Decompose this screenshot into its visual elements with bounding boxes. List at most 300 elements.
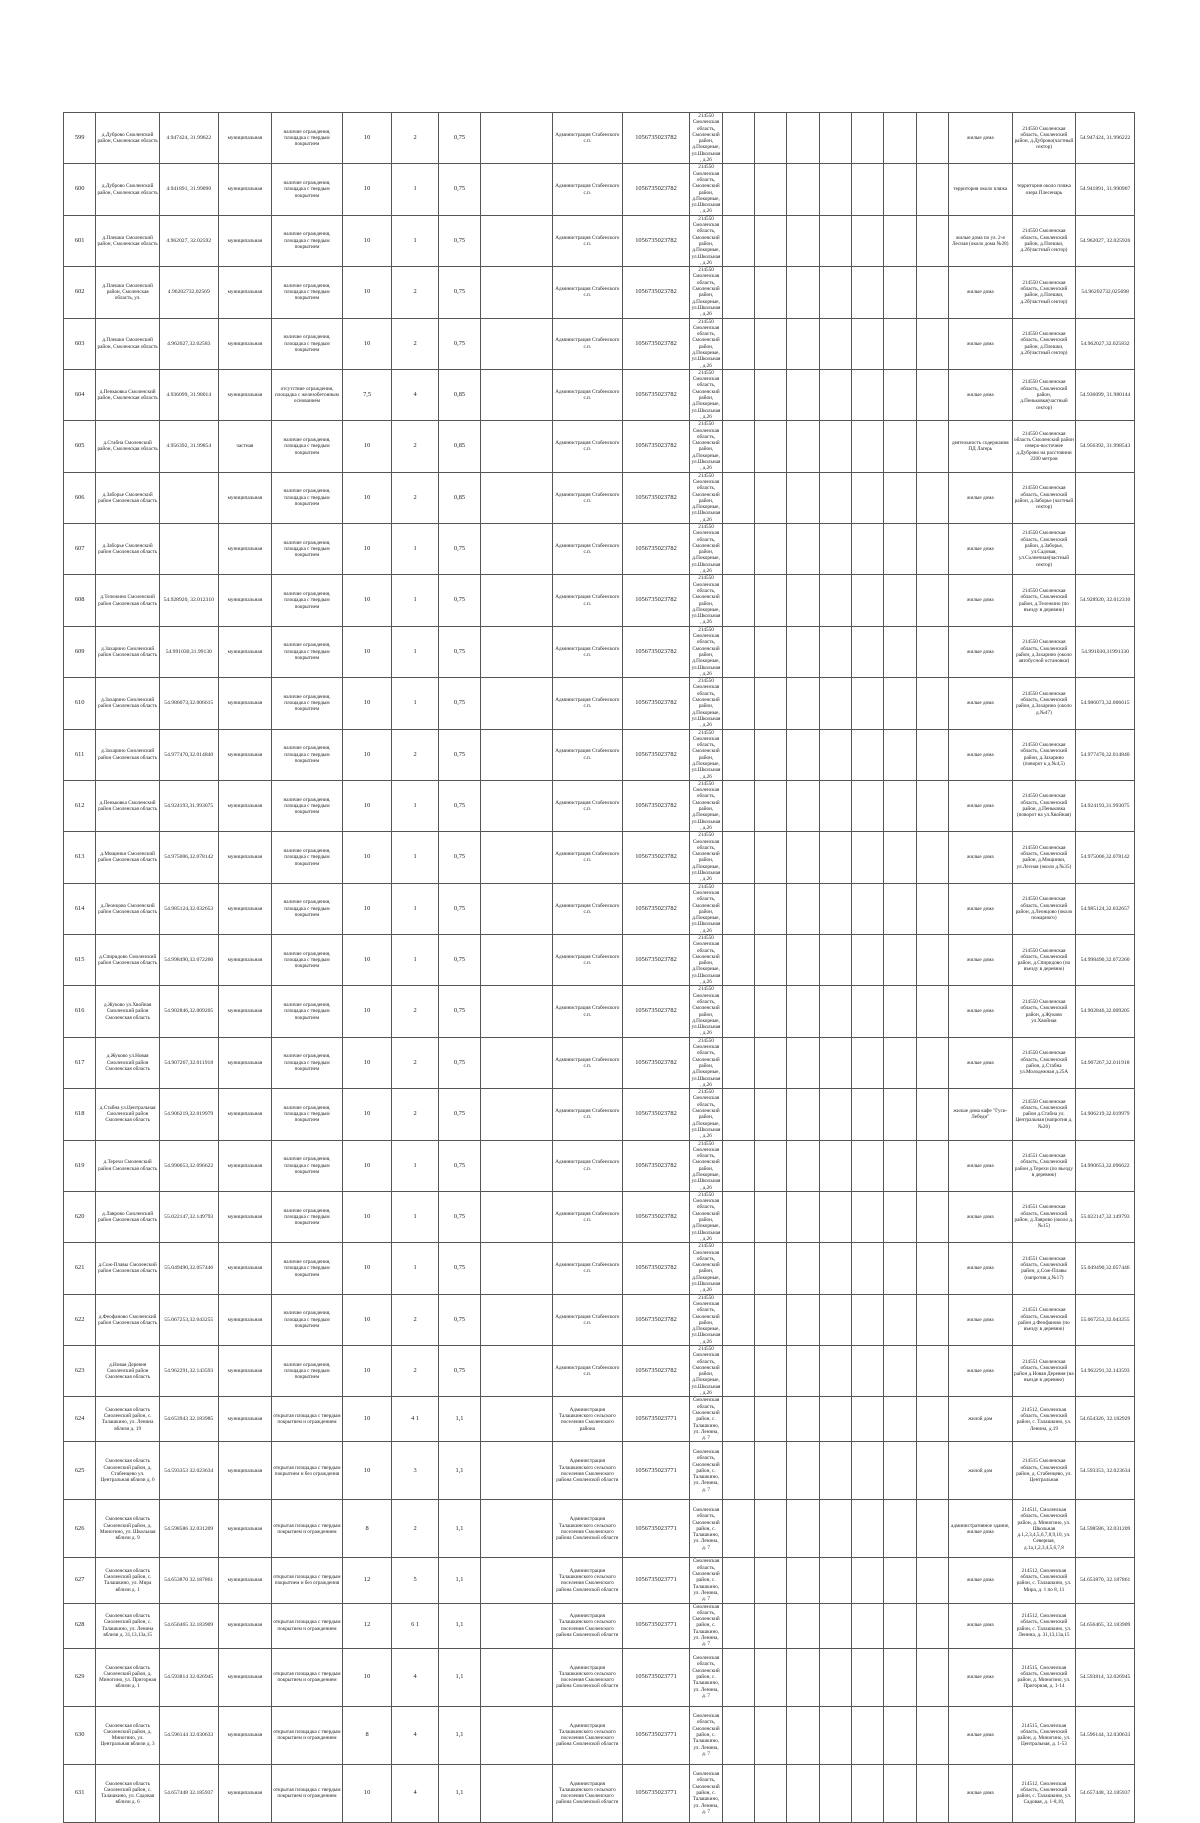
waste-source-object: жилые дома	[948, 1037, 1012, 1088]
owner-ogrn: 1056735023782	[622, 1037, 690, 1088]
location-coordinates: 54.653943 32.183985	[159, 1397, 218, 1442]
empty-cell	[884, 678, 916, 729]
waste-source-coordinates: 54.656465, 32.183909	[1076, 1603, 1135, 1648]
table-row	[64, 472, 1135, 523]
waste-source-coordinates: 54.653870, 32.187861	[1076, 1558, 1135, 1603]
waste-source-coordinates: 54.947424, 31.996222	[1076, 113, 1135, 164]
empty-cell	[851, 1764, 883, 1822]
empty-cell	[851, 1191, 883, 1242]
site-area: 10	[342, 1294, 392, 1345]
empty-cell	[787, 1706, 819, 1764]
empty-cell	[851, 1648, 883, 1706]
container-volume: 1,1	[438, 1558, 480, 1603]
container-count: 2	[392, 1346, 438, 1397]
empty-cell	[916, 678, 948, 729]
table-row	[64, 1764, 1135, 1822]
empty-cell	[787, 1648, 819, 1706]
empty-cell	[481, 113, 553, 164]
row-number: 607	[64, 524, 96, 575]
empty-cell	[916, 369, 948, 420]
empty-cell	[787, 1442, 819, 1500]
empty-cell	[481, 1037, 553, 1088]
empty-cell	[851, 164, 883, 215]
container-volume: 0,75	[438, 883, 480, 934]
empty-cell	[916, 575, 948, 626]
empty-cell	[755, 1397, 787, 1442]
owner-address: 214550 Смоленская область, Смоленский район, д.Покорные, ул.Школьная, д.26	[691, 729, 721, 780]
empty-cell	[851, 1346, 883, 1397]
ownership-type: муниципальная	[218, 986, 272, 1037]
owner-ogrn: 1056735023782	[622, 1191, 690, 1242]
owner-ogrn: 1056735023771	[622, 1500, 690, 1558]
empty-cell	[819, 729, 851, 780]
empty-cell	[916, 472, 948, 523]
empty-cell	[884, 883, 916, 934]
empty-cell	[819, 1442, 851, 1500]
table-row	[64, 729, 1135, 780]
owner-organization: Администрация Талашкинского сельского поселения Смоленского района Смоленской области	[552, 1764, 622, 1822]
row-number: 601	[64, 215, 96, 266]
container-count: 4 1	[392, 1397, 438, 1442]
empty-cell	[851, 935, 883, 986]
waste-source-coordinates: 54.936099, 31.980144	[1076, 369, 1135, 420]
container-count: 4	[392, 1648, 438, 1706]
ownership-type: муниципальная	[218, 1558, 272, 1603]
owner-organization: Администрация Стабенского с.п.	[552, 780, 622, 831]
ownership-type: муниципальная	[218, 524, 272, 575]
waste-source-coordinates: 54.654326, 32.182929	[1076, 1397, 1135, 1442]
empty-cell	[755, 626, 787, 677]
row-number: 625	[64, 1442, 96, 1500]
site-surface: наличие ограждения, площадка с твердым покрытием	[272, 524, 343, 575]
empty-cell	[819, 113, 851, 164]
site-surface: наличие ограждения, площадка с твердым покрытием	[272, 472, 343, 523]
empty-cell	[722, 1191, 754, 1242]
waste-source-address: 214551 Смоленская область, Смоленский район д.Новая Деревня (на въезде в деревню)	[1012, 1346, 1076, 1397]
ownership-type: муниципальная	[218, 1037, 272, 1088]
empty-cell	[722, 729, 754, 780]
empty-cell	[916, 1397, 948, 1442]
empty-cell	[851, 215, 883, 266]
empty-cell	[819, 780, 851, 831]
empty-cell	[787, 1089, 819, 1140]
empty-cell	[819, 1648, 851, 1706]
owner-organization: Администрация Стабенского с.п.	[552, 575, 622, 626]
owner-organization: Администрация Стабенского с.п.	[552, 626, 622, 677]
waste-source-object: жилые дома кафе "Гуси-Лебеди"	[948, 1089, 1012, 1140]
empty-cell	[916, 524, 948, 575]
site-area: 10	[342, 1648, 392, 1706]
waste-source-object: жилые дома	[948, 1294, 1012, 1345]
location-coordinates: 4.962027,32.02583	[159, 318, 218, 369]
container-count: 1	[392, 1140, 438, 1191]
empty-cell	[481, 267, 553, 318]
ownership-type: муниципальная	[218, 1140, 272, 1191]
empty-cell	[787, 626, 819, 677]
container-volume: 0,75	[438, 1140, 480, 1191]
location-coordinates: 54.596144 32.030633	[159, 1706, 218, 1764]
table-row	[64, 1346, 1135, 1397]
location-coordinates: 4.941891, 31.99090	[159, 164, 218, 215]
table-row	[64, 421, 1135, 472]
empty-cell	[819, 1037, 851, 1088]
site-area: 10	[342, 935, 392, 986]
owner-ogrn: 1056735023782	[622, 267, 690, 318]
ownership-type: муниципальная	[218, 575, 272, 626]
location-coordinates: 54.907267,32.011918	[159, 1037, 218, 1088]
empty-cell	[481, 421, 553, 472]
owner-ogrn: 1056735023782	[622, 1140, 690, 1191]
table-row	[64, 832, 1135, 883]
empty-cell	[722, 1397, 754, 1442]
waste-source-address: 214511, Смоленская область, Смоленский район, д. Миногино, ул. Школьная д.1,2,3,4,5,6,7,8,9,10, ул. Северная, д.1а,1,2,3,4,5,6,7,8	[1012, 1500, 1076, 1558]
location-address: д.Жуково ул.Хвойная Смоленский район Смоленская область	[96, 986, 160, 1037]
site-surface: наличие ограждения, площадка с твердым покрытием	[272, 780, 343, 831]
table-row	[64, 626, 1135, 677]
site-surface: наличие ограждения, площадка с твердым покрытием	[272, 215, 343, 266]
waste-source-object: жилой дом	[948, 1397, 1012, 1442]
container-volume: 0,75	[438, 780, 480, 831]
row-number: 624	[64, 1397, 96, 1442]
waste-source-object: территория около пляжа	[948, 164, 1012, 215]
empty-cell	[755, 164, 787, 215]
waste-source-address: 214512, Смоленская область, Смоленский район, с. Талашкино, ул. Ленина, д.19	[1012, 1397, 1076, 1442]
empty-cell	[755, 1294, 787, 1345]
container-volume: 1,1	[438, 1706, 480, 1764]
ownership-type: муниципальная	[218, 1500, 272, 1558]
empty-cell	[851, 1500, 883, 1558]
waste-source-address: 214550 Смоленская область, Смоленский район, д.Пеньковка (поворот на ул.Хвойная)	[1012, 780, 1076, 831]
empty-cell	[481, 1191, 553, 1242]
waste-source-address: территория около пляжа озера Плесенарь	[1012, 164, 1076, 215]
empty-cell	[722, 1346, 754, 1397]
site-surface: наличие ограждения, площадка с твердым покрытием	[272, 1294, 343, 1345]
row-number: 629	[64, 1648, 96, 1706]
waste-source-coordinates: 54.956392, 31.998543	[1076, 421, 1135, 472]
waste-source-coordinates: 54.596144, 32.030633	[1076, 1706, 1135, 1764]
waste-source-object: жилые дома	[948, 267, 1012, 318]
ownership-type: муниципальная	[218, 780, 272, 831]
owner-ogrn: 1056735023782	[622, 1089, 690, 1140]
empty-cell	[884, 1089, 916, 1140]
container-count: 1	[392, 1243, 438, 1294]
waste-source-address: 214512, Смоленская область, Смоленский район, с. Талашкино, ул. Мира, д. 1 по 8, 11	[1012, 1558, 1076, 1603]
container-count: 1	[392, 678, 438, 729]
owner-address: Смоленская область, Смоленский район, с. Талашкино, ул. Ленина, д. 7	[690, 1706, 722, 1764]
ownership-type: муниципальная	[218, 369, 272, 420]
owner-ogrn: 1056735023782	[622, 729, 690, 780]
ownership-type: муниципальная	[218, 883, 272, 934]
waste-source-address: 214515 Смоленская область, Смоленский район, д. Стабенцево, ул. Центральная	[1012, 1442, 1076, 1500]
table-row	[64, 1089, 1135, 1140]
waste-source-coordinates: 54.928920, 32.012310	[1076, 575, 1135, 626]
location-address: д.Спиридово Смоленский район Смоленская область	[96, 935, 160, 986]
location-coordinates: 54.985124,32.032653	[159, 883, 218, 934]
location-coordinates: 4.947424, 31.99622	[159, 113, 218, 164]
empty-cell	[755, 1764, 787, 1822]
owner-ogrn: 1056735023782	[622, 935, 690, 986]
row-number: 603	[64, 318, 96, 369]
owner-address: 214550 Смоленская область, Смоленский район, д.Покорные, ул.Школьная, д.26	[691, 113, 721, 164]
container-volume: 0,85	[438, 369, 480, 420]
container-count: 1	[392, 524, 438, 575]
empty-cell	[722, 678, 754, 729]
empty-cell	[481, 369, 553, 420]
empty-cell	[884, 1558, 916, 1603]
empty-cell	[916, 421, 948, 472]
empty-cell	[916, 883, 948, 934]
location-coordinates: 54.962291,32.143593	[159, 1346, 218, 1397]
location-coordinates: 54.991030,31.99130	[159, 626, 218, 677]
container-count: 6 1	[392, 1603, 438, 1648]
waste-source-coordinates: 54.986073,32.006615	[1076, 678, 1135, 729]
location-coordinates: 4.96202732,02569	[159, 267, 218, 318]
ownership-type: муниципальная	[218, 1346, 272, 1397]
waste-source-address: 214550 Смоленская область, Смоленский район, д.Захарино (около автобусной остановки)	[1012, 626, 1076, 677]
site-surface: наличие ограждения, площадка с твердым покрытием	[272, 1243, 343, 1294]
row-number: 608	[64, 575, 96, 626]
ownership-type: муниципальная	[218, 1603, 272, 1648]
ownership-type: муниципальная	[218, 626, 272, 677]
waste-source-coordinates: 54.593814, 32.026945	[1076, 1648, 1135, 1706]
row-number: 619	[64, 1140, 96, 1191]
empty-cell	[884, 369, 916, 420]
empty-cell	[722, 1037, 754, 1088]
ownership-type: муниципальная	[218, 935, 272, 986]
owner-organization: Администрация Талашкинского сельского поселения Смоленского района Смоленской области	[552, 1706, 622, 1764]
empty-cell	[755, 780, 787, 831]
empty-cell	[722, 1140, 754, 1191]
empty-cell	[481, 1397, 553, 1442]
empty-cell	[722, 1558, 754, 1603]
container-count: 2	[392, 1089, 438, 1140]
empty-cell	[481, 832, 553, 883]
container-count: 2	[392, 472, 438, 523]
empty-cell	[851, 626, 883, 677]
row-number: 620	[64, 1191, 96, 1242]
owner-organization: Администрация Стабенского с.п.	[552, 369, 622, 420]
location-coordinates: 54.990653,32.096622	[159, 1140, 218, 1191]
owner-ogrn: 1056735023782	[622, 524, 690, 575]
empty-cell	[787, 832, 819, 883]
site-surface: наличие ограждения, площадка с твердым покрытием	[272, 1346, 343, 1397]
waste-source-address: 214550 Смоленская область, Смоленский район, д.Плешки, д.2б(частный сектор)	[1012, 215, 1076, 266]
site-surface: наличие ограждения, площадка с твердым покрытием	[272, 729, 343, 780]
owner-organization: Администрация Стабенского с.п.	[552, 935, 622, 986]
waste-source-address: 214512, Смоленская область, Смоленский район, с. Талашкино, ул. Садовая, д. 1-8,10,	[1012, 1764, 1076, 1822]
waste-source-object: жилые дома	[948, 1140, 1012, 1191]
location-coordinates: 54.657448 32.185937	[159, 1764, 218, 1822]
empty-cell	[884, 1442, 916, 1500]
site-area: 10	[342, 1764, 392, 1822]
ownership-type: муниципальная	[218, 318, 272, 369]
empty-cell	[755, 1603, 787, 1648]
empty-cell	[884, 986, 916, 1037]
site-area: 10	[342, 678, 392, 729]
container-volume: 1,1	[438, 1500, 480, 1558]
location-address: д.Дуброво Смоленский район, Смоленская область	[96, 113, 160, 164]
owner-address: 214550 Смоленская область, Смоленский район, д.Покорные, ул.Школьная, д.26	[691, 626, 721, 677]
container-volume: 0,75	[438, 1191, 480, 1242]
site-surface: наличие ограждения, площадка с твердым покрытием	[272, 1089, 343, 1140]
empty-cell	[819, 1764, 851, 1822]
empty-cell	[916, 832, 948, 883]
container-volume: 1,1	[438, 1442, 480, 1500]
owner-address: 214550 Смоленская область, Смоленский район, д.Покорные, ул.Школьная, д.26	[691, 369, 721, 420]
empty-cell	[819, 164, 851, 215]
owner-ogrn: 1056735023782	[622, 369, 690, 420]
empty-cell	[755, 883, 787, 934]
site-area: 12	[342, 1558, 392, 1603]
waste-source-object: жилые дома	[948, 524, 1012, 575]
empty-cell	[481, 1089, 553, 1140]
location-address: Смоленская область Смоленский район, с. Талашкино, ул. Мира вблизи д. 1	[96, 1558, 160, 1603]
ownership-type: муниципальная	[218, 729, 272, 780]
empty-cell	[722, 1294, 754, 1345]
empty-cell	[787, 1558, 819, 1603]
owner-address: Смоленская область, Смоленский район, с. Талашкино, ул. Ленина, д. 7	[690, 1397, 722, 1442]
empty-cell	[787, 472, 819, 523]
empty-cell	[787, 1346, 819, 1397]
waste-source-address: 214551 Смоленская область, Смоленский район, д.Сож-Плавы (напротив д.№17)	[1012, 1243, 1076, 1294]
empty-cell	[481, 780, 553, 831]
owner-address: 214550 Смоленская область, Смоленский район, д.Покорные, ул.Школьная, д.26	[691, 832, 721, 883]
table-row	[64, 678, 1135, 729]
table-row	[64, 1648, 1135, 1706]
empty-cell	[819, 318, 851, 369]
empty-cell	[787, 318, 819, 369]
location-coordinates: 54.902846,32.009205	[159, 986, 218, 1037]
empty-cell	[722, 1648, 754, 1706]
table-row	[64, 1140, 1135, 1191]
row-number: 612	[64, 780, 96, 831]
empty-cell	[755, 113, 787, 164]
empty-cell	[884, 524, 916, 575]
empty-cell	[851, 1706, 883, 1764]
ownership-type: муниципальная	[218, 267, 272, 318]
owner-ogrn: 1056735023782	[622, 575, 690, 626]
empty-cell	[884, 729, 916, 780]
ownership-type: муниципальная	[218, 164, 272, 215]
location-address: д.Стабна ул.Центральная Смоленский район Смоленская область	[96, 1089, 160, 1140]
waste-source-address: 214550 Смоленская область, Смоленский район, д.Захарино (поворот к д.№4,5)	[1012, 729, 1076, 780]
registry-table	[63, 112, 1135, 1823]
location-coordinates: 54.598586 32.031209	[159, 1500, 218, 1558]
waste-source-coordinates: 54.593353, 32.023634	[1076, 1442, 1135, 1500]
empty-cell	[481, 472, 553, 523]
owner-ogrn: 1056735023782	[622, 472, 690, 523]
waste-source-object: жилые дома	[948, 369, 1012, 420]
site-surface: наличие ограждения, площадка с твердым покрытием	[272, 164, 343, 215]
site-area: 10	[342, 164, 392, 215]
location-coordinates: 4.936099, 31.98014	[159, 369, 218, 420]
ownership-type: муниципальная	[218, 1442, 272, 1500]
owner-organization: Администрация Талашкинского сельского поселения Смоленского района Смоленской области	[552, 1558, 622, 1603]
empty-cell	[722, 267, 754, 318]
site-surface: наличие ограждения, площадка с твердым покрытием	[272, 678, 343, 729]
empty-cell	[884, 1397, 916, 1442]
owner-address: 214550 Смоленская область, Смоленский район, д.Покорные, ул.Школьная, д.26	[691, 1243, 721, 1294]
location-coordinates: 54.977470,32.014840	[159, 729, 218, 780]
empty-cell	[819, 267, 851, 318]
site-surface: наличие ограждения, площадка с твердым покрытием	[272, 421, 343, 472]
site-surface: наличие ограждения, площадка с твердым покрытием	[272, 318, 343, 369]
empty-cell	[481, 678, 553, 729]
ownership-type: муниципальная	[218, 1397, 272, 1442]
waste-source-coordinates: 54.975006,32.078142	[1076, 832, 1135, 883]
ownership-type: муниципальная	[218, 472, 272, 523]
empty-cell	[481, 935, 553, 986]
empty-cell	[884, 1648, 916, 1706]
container-volume: 0,75	[438, 1037, 480, 1088]
container-count: 2	[392, 421, 438, 472]
ownership-type: муниципальная	[218, 1706, 272, 1764]
empty-cell	[481, 883, 553, 934]
waste-source-object: жилые дома	[948, 1706, 1012, 1764]
location-address: д.Пеньковка Смоленский район, Смоленская область	[96, 369, 160, 420]
empty-cell	[755, 318, 787, 369]
waste-source-object: жилые дома	[948, 935, 1012, 986]
owner-address: 214550 Смоленская область, Смоленский район, д.Покорные, ул.Школьная, д.26	[691, 678, 721, 729]
empty-cell	[787, 1140, 819, 1191]
waste-source-coordinates: 54.998490,32.072260	[1076, 935, 1135, 986]
container-volume: 0,85	[438, 421, 480, 472]
site-area: 10	[342, 780, 392, 831]
row-number: 613	[64, 832, 96, 883]
waste-source-address: 214550 Смоленская область, Смоленский район, д.Стабна ул.Молодежная д.25А	[1012, 1037, 1076, 1088]
waste-source-address: 214550 Смоленская область, Смоленский район, д.Тележино (по въезду в деревню)	[1012, 575, 1076, 626]
waste-source-address: 214550 Смоленская область, Смоленский район, д.Заборье (частный сектор)	[1012, 472, 1076, 523]
owner-address: Смоленская область, Смоленский район, с. Талашкино, ул. Ленина, д. 7	[690, 1603, 722, 1648]
empty-cell	[787, 113, 819, 164]
empty-cell	[916, 1558, 948, 1603]
empty-cell	[481, 215, 553, 266]
empty-cell	[722, 1442, 754, 1500]
empty-cell	[755, 832, 787, 883]
site-surface: открытая площадка с твердым покрытием и ограждением	[272, 1397, 343, 1442]
location-coordinates: 54.593814 32.026945	[159, 1648, 218, 1706]
waste-source-coordinates: 54.990653,32.096622	[1076, 1140, 1135, 1191]
empty-cell	[884, 1191, 916, 1242]
empty-cell	[851, 575, 883, 626]
empty-cell	[884, 215, 916, 266]
waste-source-object: жилые дома	[948, 1191, 1012, 1242]
empty-cell	[884, 1603, 916, 1648]
empty-cell	[722, 472, 754, 523]
empty-cell	[755, 1706, 787, 1764]
table-row	[64, 575, 1135, 626]
site-area: 10	[342, 472, 392, 523]
owner-address: 214550 Смоленская область, Смоленский район, д.Покорные, ул.Школьная, д.26	[691, 1294, 721, 1345]
waste-source-coordinates: 54.906219,32.019979	[1076, 1089, 1135, 1140]
row-number: 621	[64, 1243, 96, 1294]
table-row	[64, 883, 1135, 934]
waste-source-address: 214550 Смоленская область, Смоленский район, д.Мощинки, ул.Лесная (около д.№35)	[1012, 832, 1076, 883]
empty-cell	[481, 1140, 553, 1191]
empty-cell	[851, 1294, 883, 1345]
empty-cell	[787, 729, 819, 780]
waste-source-address: 214550 Смоленская область, Смоленский район, д.Леонцово (около пожарного)	[1012, 883, 1076, 934]
site-surface: наличие ограждения, площадка с твердым покрытием	[272, 267, 343, 318]
container-count: 1	[392, 935, 438, 986]
location-coordinates: 54.998490,32.072260	[159, 935, 218, 986]
empty-cell	[481, 1442, 553, 1500]
row-number: 630	[64, 1706, 96, 1764]
container-volume: 0,75	[438, 678, 480, 729]
empty-cell	[481, 164, 553, 215]
ownership-type: муниципальная	[218, 1089, 272, 1140]
container-volume: 0,75	[438, 267, 480, 318]
